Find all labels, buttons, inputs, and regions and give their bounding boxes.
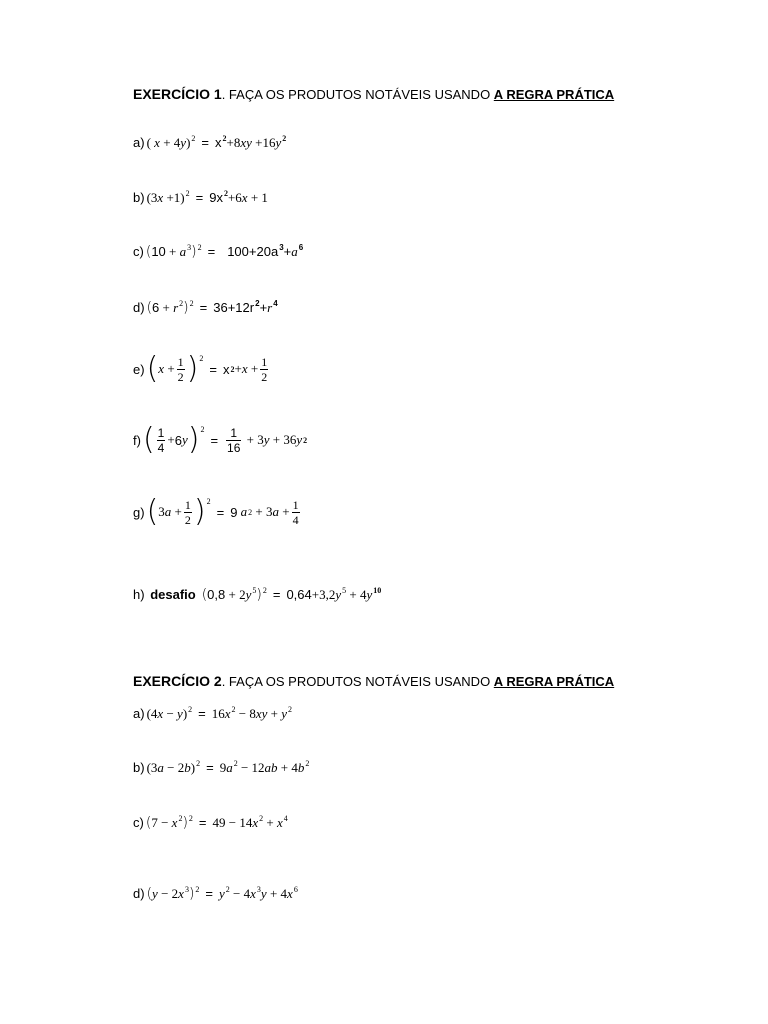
item-rhs: $9a^2 - 12ab + 4b^2$ xyxy=(219,759,310,775)
exercise-2-instruction: . FAÇA OS PRODUTOS NOTÁVEIS USANDO xyxy=(221,674,494,689)
exercise-1-item-g: g) ( 3 a + $\frac{1}{2}$ ) 2 = 9 a 2 + 3 a + $\frac{1}{4}$ xyxy=(133,497,302,527)
exercise-1-instruction: . FAÇA OS PRODUTOS NOTÁVEIS USANDO xyxy=(221,87,494,102)
exercise-1-rule: A REGRA PRÁTICA xyxy=(493,87,615,102)
item-rhs: $36+12r^2+r^4$ xyxy=(213,299,278,315)
item-rhs: $\frac{1}{16}$ + 3 y + 36 y 2 xyxy=(227,425,308,455)
item-label: a) xyxy=(133,135,145,150)
exercise-1-item-h: h) desafio $(0,8 + 2y^5)^2$ = $0,64+3,2y^5 + 4y^{10}$ xyxy=(133,586,382,603)
item-rhs: $16x^2 - 8xy + y^2$ xyxy=(211,705,293,721)
exercise-1-item-f: f) ( $\frac{1}{4}$ + 6 y ) 2 = $\frac{1}{16}$ + 3 y + 36 y 2 xyxy=(133,422,308,457)
exercise-2-item-d: d) $(y - 2x^3)^2$ = $y^2 - 4x^3y + 4x^6$ xyxy=(133,885,298,902)
exercise-1-heading xyxy=(133,86,614,102)
item-lhs: $(10 + a^3)^2$ xyxy=(145,243,202,260)
exercise-2-item-b: b) $(3a - 2b)^2$ = $9a^2 - 12ab + 4b^2$ xyxy=(133,759,310,775)
challenge-label: desafio xyxy=(150,587,196,602)
item-rhs: $9x^2+6x + 1$ xyxy=(209,189,268,205)
exercise-1-item-a: a) ( x + 4y)$^2$ = $x^2+8xy +16y^2$ xyxy=(133,134,287,150)
exercise-2-item-a: a) $(4x - y)^2$ = $16x^2 - 8xy + y^2$ xyxy=(133,705,293,721)
item-rhs: 9 a 2 + 3 a + $\frac{1}{4}$ xyxy=(230,497,299,527)
exercise-1-item-d: d) $(6 + r^2)^2$ = $36+12r^2+r^4$ xyxy=(133,299,278,316)
exercise-1-title: EXERCÍCIO 1 xyxy=(133,86,222,102)
exercise-1-item-b: b) $(3x +1)^2$ = $9x^2+6x + 1$ xyxy=(133,189,268,205)
exercise-2-item-c: c) $(7 - x^2)^2$ = $49 - 14x^2 + x^4$ xyxy=(133,814,288,831)
item-lhs: ( $\frac{1}{4}$ + 6 y ) 2 xyxy=(142,422,205,457)
item-rhs: $y^2 - 4x^3y + 4x^6$ xyxy=(219,885,298,901)
item-lhs: $(6 + r^2)^2$ xyxy=(146,299,194,316)
item-lhs: ( x + $\frac{1}{2}$ ) 2 xyxy=(146,351,204,386)
item-rhs: $x^2+8xy +16y^2$ xyxy=(215,134,287,150)
item-rhs: $100+20a^3+a^6$ xyxy=(227,243,304,259)
exercise-2-rule: A REGRA PRÁTICA xyxy=(493,674,615,689)
item-lhs: ( 3 a + $\frac{1}{2}$ ) 2 xyxy=(146,494,211,529)
item-lhs: $(0,8 + 2y^5)^2$ xyxy=(201,586,267,603)
item-lhs: $(3a - 2b)^2$ xyxy=(146,759,201,775)
exercise-2-title: EXERCÍCIO 2 xyxy=(133,673,222,689)
item-rhs: $0,64+3,2y^5 + 4y^{10}$ xyxy=(286,586,382,602)
item-rhs: $49 - 14x^2 + x^4$ xyxy=(212,814,288,830)
item-lhs: ( x + 4y)$^2$ xyxy=(146,134,196,150)
exercise-1-item-e: e) ( x + $\frac{1}{2}$ ) 2 = x 2 + x + $\frac{1}{2}$ xyxy=(133,354,270,384)
exercise-2-heading xyxy=(133,673,614,689)
item-lhs: $(7 - x^2)^2$ xyxy=(145,814,193,831)
item-lhs: $(y - 2x^3)^2$ xyxy=(146,885,200,902)
item-lhs: $(4x - y)^2$ xyxy=(146,705,193,721)
exercise-1-item-c: c) $(10 + a^3)^2$ = $100+20a^3+a^6$ xyxy=(133,243,304,260)
item-rhs: x 2 + x + $\frac{1}{2}$ xyxy=(222,354,268,384)
item-lhs: $(3x +1)^2$ xyxy=(146,189,190,205)
